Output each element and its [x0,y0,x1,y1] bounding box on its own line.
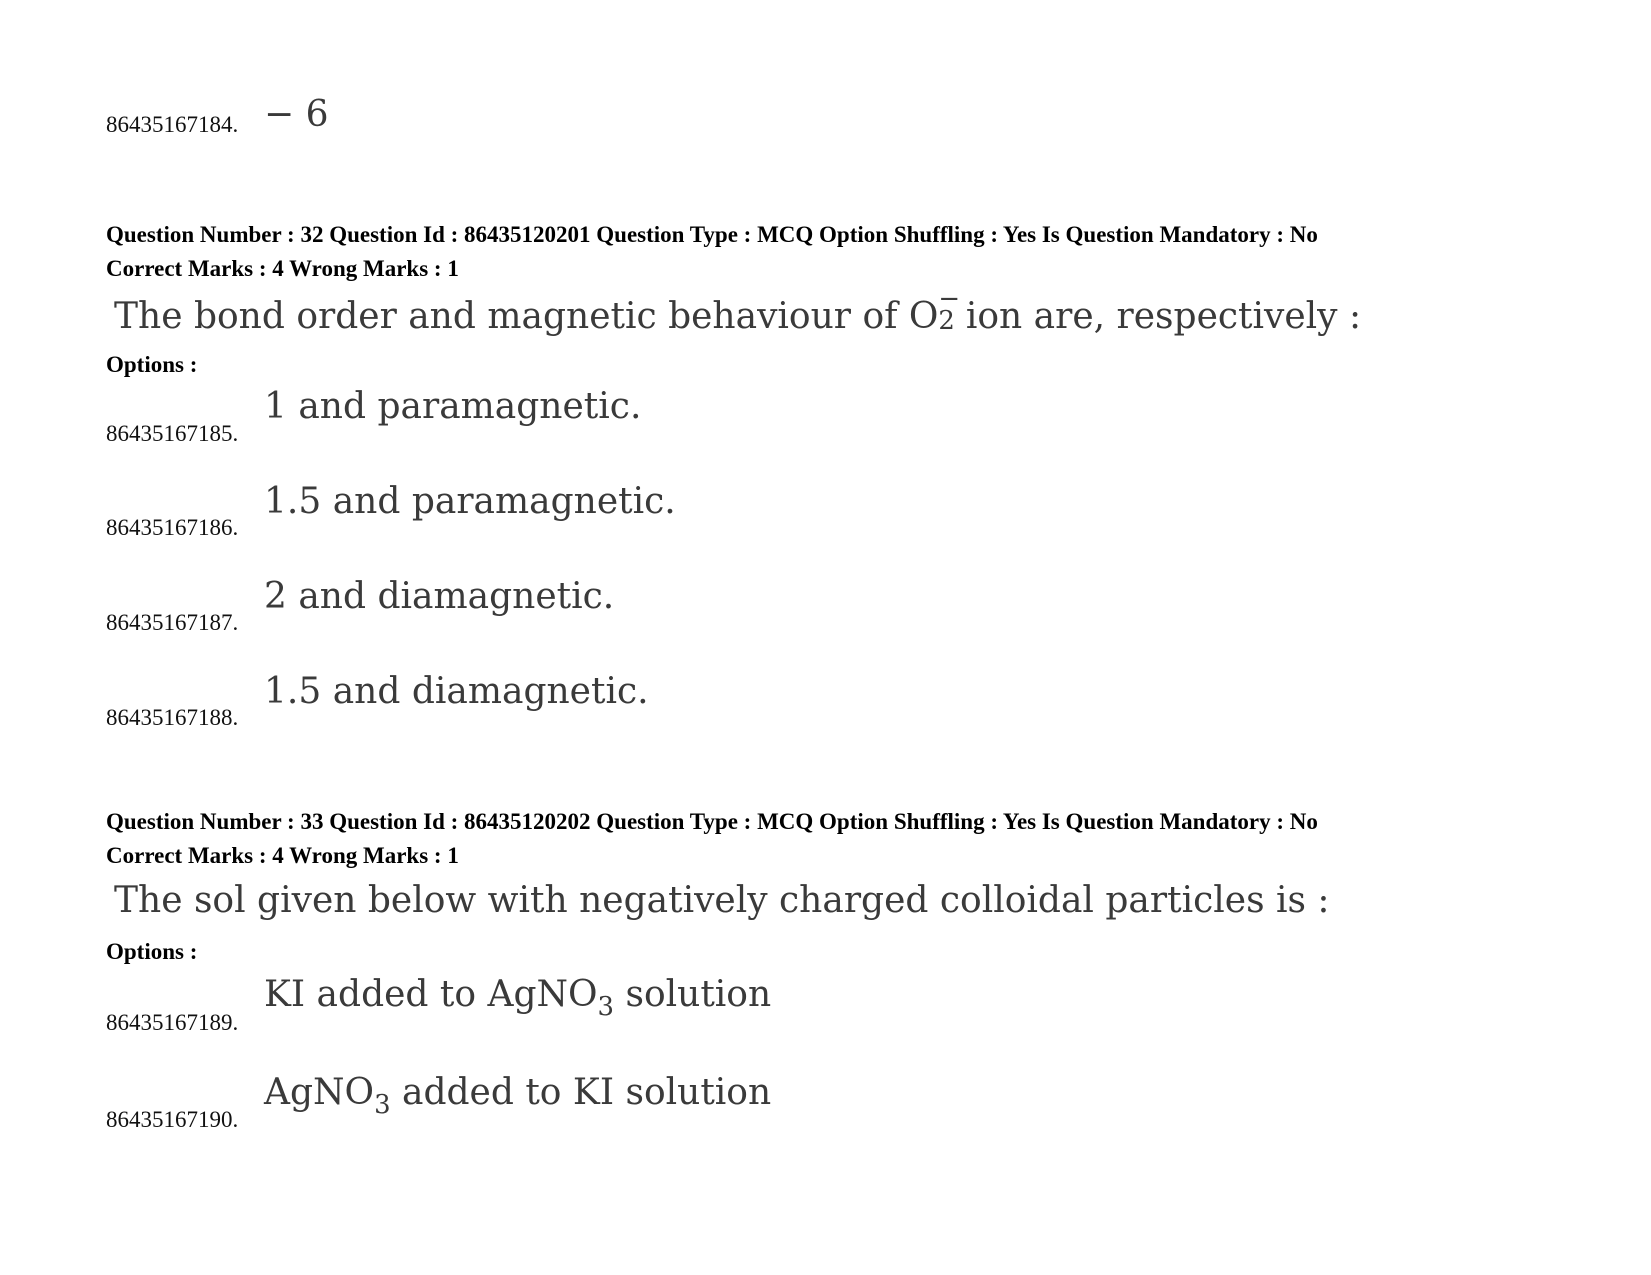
option-id: 86435167190. [106,1107,239,1132]
option-text [264,1072,772,1121]
question-32-meta-line1: Question Number : 32 Question Id : 86435120201 Question Type : MCQ Option Shuffling : Yes Is Question Mandatory : No [106,222,1318,247]
option-id: 86435167184. [106,112,239,137]
option-text: 1 and paramagnetic. [264,386,642,427]
option-id: 86435167189. [106,1010,239,1035]
question-33-text: The sol given below with negatively charged colloidal particles is : [114,880,1330,921]
chem-subscript: 3 [374,1090,391,1121]
question-32-text [114,284,1362,337]
ion-base: O [908,296,939,337]
question-32-meta-line2: Correct Marks : 4 Wrong Marks : 1 [106,256,459,281]
option-text-part: solution [614,974,772,1015]
option-text-part: AgNO [264,1072,375,1113]
question-32-text-after: ion are, respectively : [954,296,1362,337]
chem-subscript: 3 [597,992,615,1023]
option-id: 86435167188. [106,705,239,730]
option-text: 1.5 and diamagnetic. [264,671,649,712]
question-33-options-label: Options : [106,939,198,964]
question-32-text-before: The bond order and magnetic behaviour of [114,296,909,337]
option-text [264,974,772,1023]
option-text-part: added to KI solution [390,1072,772,1113]
option-text-part: KI added to AgNO [264,974,598,1015]
question-33-meta-line1: Question Number : 33 Question Id : 86435120202 Question Type : MCQ Option Shuffling : Yes Is Question Mandatory : No [106,809,1318,834]
option-text: − 6 [264,94,329,135]
question-33-meta-line2: Correct Marks : 4 Wrong Marks : 1 [106,843,459,868]
option-id: 86435167187. [106,610,239,635]
option-id: 86435167185. [106,421,239,446]
ion-subscript: 2 [938,306,955,336]
option-id: 86435167186. [106,515,239,540]
superoxide-ion-formula [908,284,961,337]
question-32-options-label: Options : [106,352,198,377]
ion-charge: − [938,284,961,314]
option-text: 1.5 and paramagnetic. [264,481,676,522]
option-text: 2 and diamagnetic. [264,576,615,617]
